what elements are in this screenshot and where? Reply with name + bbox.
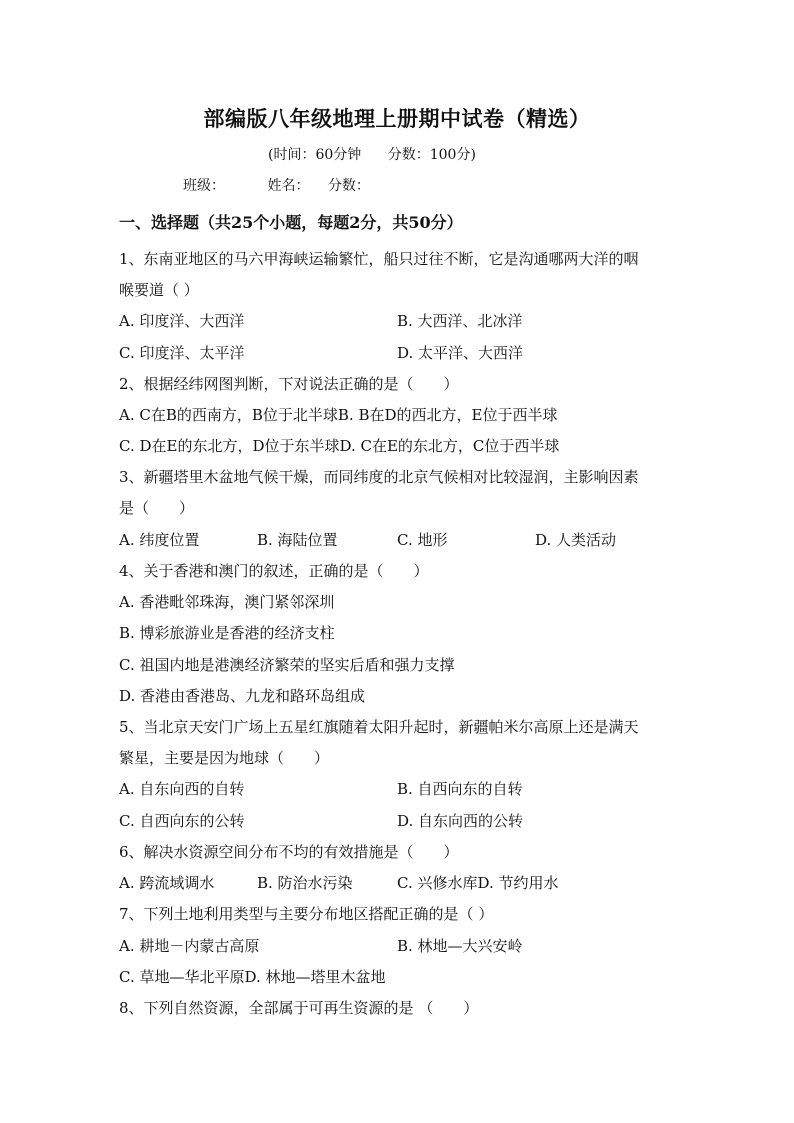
question-4-option-c: C. 祖国内地是港澳经济繁荣的坚实后盾和强力支撑 [119,656,455,674]
question-3-option-d: D. 人类活动 [535,531,617,549]
question-8-stem: 8、下列自然资源，全部属于可再生资源的是 （ ） [119,999,479,1017]
section-heading: 一、选择题（共25个小题，每题2分，共50分） [119,213,463,232]
question-1-option-b: B. 大西洋、北冰洋 [397,312,523,330]
question-3-option-c: C. 地形 [397,531,448,549]
class-label: 班级： [183,178,225,194]
question-7-option-b: B. 林地—大兴安岭 [397,937,523,955]
question-7-option-a: A. 耕地－内蒙古高原 [119,937,260,955]
question-5-option-a: A. 自东向西的自转 [119,780,245,798]
question-3-option-b: B. 海陆位置 [257,531,338,549]
question-3-option-a: A. 纬度位置 [119,531,200,549]
question-4-stem: 4、关于香港和澳门的叙述，正确的是（ ） [119,562,429,580]
exam-meta [268,144,498,164]
question-5-option-d: D. 自东向西的公转 [397,812,524,830]
question-6-stem: 6、解决水资源空间分布不均的有效措施是（ ） [119,843,459,861]
question-1-stem: 1、东南亚地区的马六甲海峡运输繁忙，船只过往不断，它是沟通哪两大洋的咽 [119,250,639,268]
question-6-option-a: A. 跨流域调水 [119,874,215,892]
exam-time: (时间：60分钟 [268,147,362,163]
question-6-option-b: B. 防治水污染 [257,874,353,892]
question-6-options-cd: C. 兴修水库D. 节约用水 [397,874,559,892]
question-2-options-ab: A. C在B的西南方，B位于北半球B. B在D的西北方，E位于西半球 [119,406,558,424]
score-label: 分数： [327,178,370,194]
question-1-option-d: D. 太平洋、大西洋 [397,344,524,362]
question-1-option-c: C. 印度洋、太平洋 [119,344,245,362]
question-1-option-a: A. 印度洋、大西洋 [119,312,245,330]
exam-total-score: 分数：100分) [387,147,476,163]
question-5-stem-cont: 繁星，主要是因为地球（ ） [119,749,330,767]
question-5-stem: 5、当北京天安门广场上五星红旗随着太阳升起时，新疆帕米尔高原上还是满天 [119,718,639,736]
question-5-option-c: C. 自西向东的公转 [119,812,245,830]
question-4-option-b: B. 博彩旅游业是香港的经济支柱 [119,624,335,642]
question-3-stem-cont: 是（ ） [119,499,195,517]
question-1-stem-cont: 喉要道（ ） [119,281,199,299]
question-2-stem: 2、根据经纬网图判断，下对说法正确的是（ ） [119,375,459,393]
question-7-stem: 7、下列土地利用类型与主要分布地区搭配正确的是（ ） [119,905,494,923]
name-label: 姓名： [267,178,310,194]
question-5-option-b: B. 自西向东的自转 [397,780,523,798]
question-4-option-d: D. 香港由香港岛、九龙和路环岛组成 [119,687,366,705]
question-4-option-a: A. 香港毗邻珠海，澳门紧邻深圳 [119,593,335,611]
question-7-options-cd: C. 草地—华北平原D. 林地—塔里木盆地 [119,968,386,986]
page-title: 部编版八年级地理上册期中试卷（精选） [203,106,591,131]
student-info [183,175,370,195]
question-3-stem: 3、新疆塔里木盆地气候干燥，而同纬度的北京气候相对比较湿润，主影响因素 [119,468,639,486]
question-2-options-cd: C. D在E的东北方，D位于东半球D. C在E的东北方，C位于西半球 [119,437,560,455]
